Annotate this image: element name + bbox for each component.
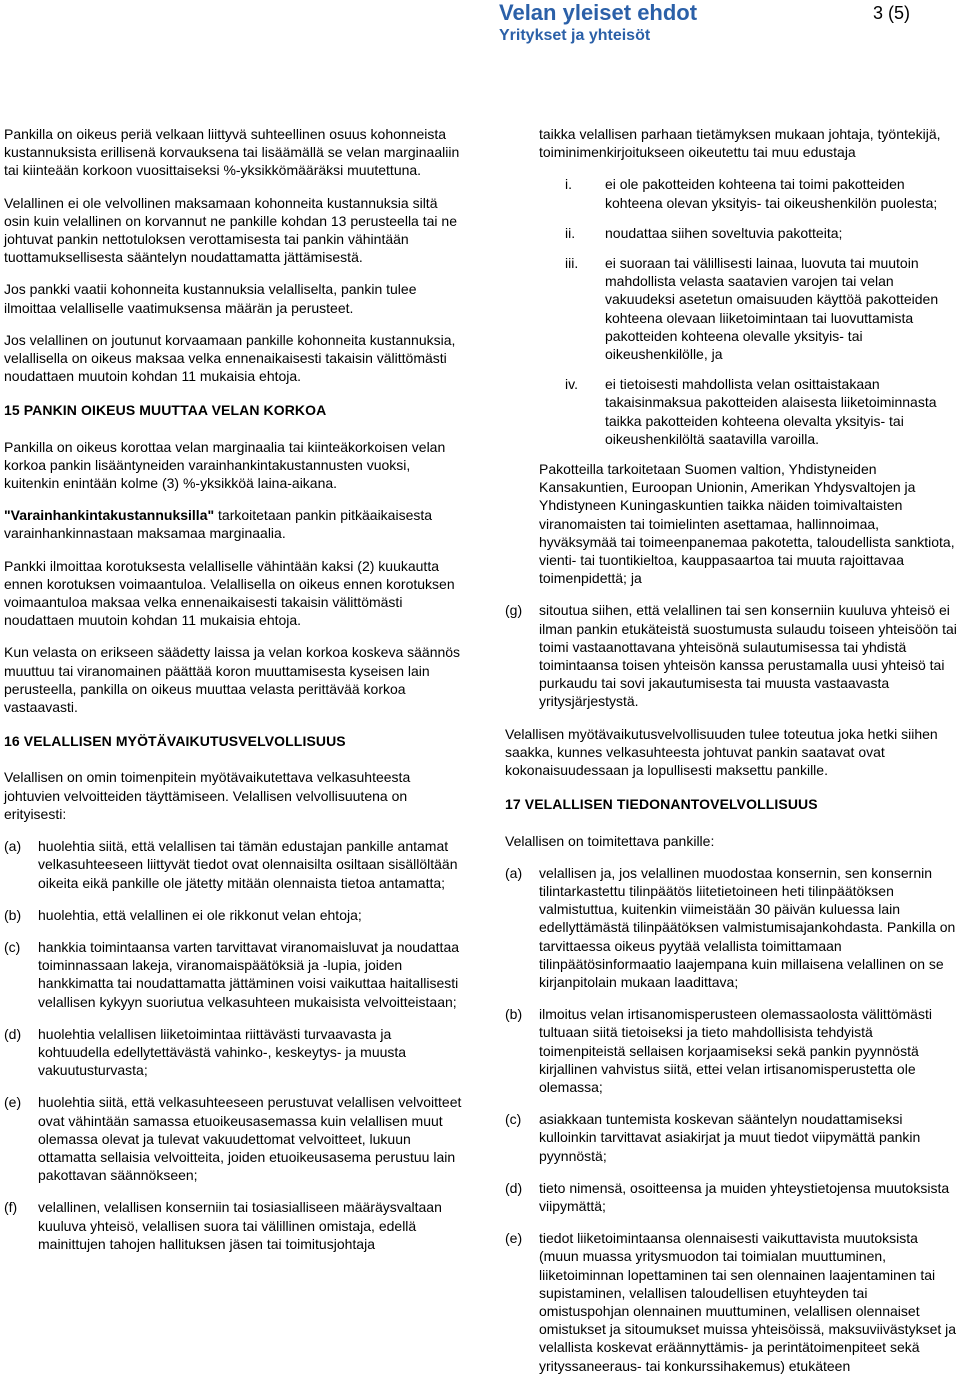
list-marker: (e) xyxy=(4,1094,22,1111)
section-heading-15: 15 PANKIN OIKEUS MUUTTAA VELAN KORKOA xyxy=(4,402,327,419)
roman-list-item xyxy=(505,224,957,242)
list-item xyxy=(4,1198,464,1253)
list-item-text: velallisen ja, jos velallinen muodostaa konsernin, sen konsernin tilintarkastettu tilinpäätös liitetietoineen heti tilinpäätöksen valmistuttua, kuitenkin viimeistään 30 päivän kuluessa lain edellyttämästä tilinpäätöksen valmistumisajankohdasta. Pankilla on tarvittaessa oikeus pyytää velallista toimittamaan tilinpäätösinformaatio laajempana kuin millaisena velallinen on se kirjanpitolain mukaan laadittava; xyxy=(539,864,956,990)
list-marker: (g) xyxy=(505,602,523,619)
list-item-text: noudattaa siihen soveltuvia pakotteita; xyxy=(605,224,843,241)
paragraph: Pankilla on oikeus korottaa velan marginaalia tai kiinteäkorkoisen velan korkoa pankin lisääntyneiden varainhankintakustannusten vuoksi, kuitenkin enintään kolme (3) %-yksikköä laina-aikana. xyxy=(4,438,446,492)
list-item xyxy=(505,601,957,710)
list-item xyxy=(505,1005,957,1096)
paragraph xyxy=(4,506,464,542)
list-item-text: tieto nimensä, osoitteensa ja muiden yhteystietojensa muutoksista viipymättä; xyxy=(539,1179,950,1214)
paragraph: Pankki ilmoittaa korotuksesta velalliselle vähintään kaksi (2) kuukautta ennen korotuksen voimaantuloa. Velallisella on oikeus ennen korotuksen voimaantuloa maksaa velka ennenaikaisesti takaisin välittömästi noudattaen muutoin kohdan 11 mukaisia ehtoja. xyxy=(4,557,455,629)
list-item xyxy=(4,1093,464,1184)
list-item xyxy=(4,938,464,1011)
paragraph: Velallisen on omin toimenpitein myötävaikutettava velkasuhteesta johtuvien velvoitteiden täyttämiseen. Velallisen velvollisuutena on erityisesti: xyxy=(4,769,411,822)
list-item xyxy=(505,1179,957,1215)
page-number: 3 (5) xyxy=(872,3,910,23)
roman-list-item xyxy=(505,254,957,363)
section-heading-16: 16 VELALLISEN MYÖTÄVAIKUTUSVELVOLLISUUS xyxy=(4,733,346,750)
list-item-text: asiakkaan tuntemista koskevan sääntelyn noudattamiseksi kulloinkin tarvittavat asiakirjat ja muut tiedot viipymättä pankin pyynnöstä; xyxy=(539,1111,921,1164)
roman-list-item xyxy=(505,175,957,211)
paragraph: Kun velasta on erikseen säädetty laissa ja velan korkoa koskeva säännös muuttuu tai viranomainen päättää koron muuttamisesta kyseisen lain perusteella, pankilla on oikeus muuttaa velasta perittävää korkoa vastaavasti. xyxy=(4,644,461,716)
list-item-text: ilmoitus velan irtisanomisperusteen olemassaolosta välittömästi tultuaan siitä tietoiseksi ja tieto mahdollisista tehdyistä toimenpiteistä sellaisen korjaamiseksi sekä pankin pyynnöstä kirjallinen vahvistus siitä, ettei velan irtisanomisperustetta ole olemassa; xyxy=(539,1006,932,1095)
list-item-text: ei suoraan tai välillisesti lainaa, luovuta tai muutoin mahdollista velasta saatavien varojen tai velan vakuudeksi asetetun omaisuuden käyttöä pakotteiden kohteena olevaan liiketoimintaan tai luovuttamista pakotteiden kohteena olevalle yksityis- tai oikeushenkilölle, ja xyxy=(605,255,939,363)
paragraph: Velallisen on toimitettava pankille: xyxy=(505,832,715,849)
list-marker: (d) xyxy=(505,1179,523,1196)
list-item xyxy=(505,1229,957,1375)
paragraph: Pakotteilla tarkoitetaan Suomen valtion, Yhdistyneiden Kansakuntien, Euroopan Unionin, Amerikan Yhdysvaltojen ja Yhdistyneen Kuningaskuntien taikka näiden toimivaltaisten viranomaisten tai toimielinten asettamaa, hallinnoimaa, hyväksymää tai toimeenpanemaa pakotetta, taloudellista sanktiota, vienti- tai tuontikieltoa, kauppasaartoa tai muuta rajoittavaa toimenpidettä; ja xyxy=(539,461,955,587)
right-column xyxy=(505,125,957,1389)
paragraph: Jos pankki vaatii kohonneita kustannuksia velalliselta, pankin tulee ilmoittaa velalliselle vaatimuksensa määrän ja perusteet. xyxy=(4,281,417,316)
list-item-text: sitoutua siihen, että velallinen tai sen konserniin kuuluva yhteisö ei ilman pankin etukäteistä suostumusta sulaudu toiseen yhteisöön tai toimi vastaanottavana yhteisönä sulautumisessa tai yhdistä toimintaansa toisen yhteisön kanssa perustamalla uusi yhteisö tai purkaudu tai sovi jakautumisesta tai muusta vastaavasta yritysjärjestystä. xyxy=(539,602,957,710)
list-marker: (a) xyxy=(505,864,523,881)
defined-term: "Varainhankintakustannuksilla" xyxy=(4,507,215,524)
list-marker: i. xyxy=(565,176,572,193)
list-item-text: huolehtia siitä, että velkasuhteeseen perustuvat velallisen velvoitteet ovat vähintään samassa etuoikeusasemassa kuin velallisen muut olemassa olevat ja tulevat vakuudettomat velvoitteet, lukuun ottamatta sellaisia velvoitteita, joiden etuoikeusasema perustuu lain pakottavan säännökseen; xyxy=(38,1094,462,1184)
paragraph: Jos velallinen on joutunut korvaamaan pankille kohonneita kustannuksia, velallisella on oikeus maksaa velka ennenaikaisesti takaisin välittömästi noudattaen muutoin kohdan 11 mukaisia ehtoja. xyxy=(4,331,456,385)
list-item-text: huolehtia velallisen liiketoimintaa riittävästi turvaavasta ja kohtuudella edellytettävästä vahinko-, keskeytys- ja muusta vakuutusturvasta; xyxy=(38,1025,407,1079)
list-item-text: ei ole pakotteiden kohteena tai toimi pakotteiden kohteena olevan yksityis- tai oikeushenkilön puolesta; xyxy=(605,176,938,211)
definition-text: tarkoitetaan pankin pitkäaikaisesta varainhankinnastaan maksamaa marginaalia. xyxy=(4,507,433,542)
list-marker: (c) xyxy=(505,1111,522,1128)
list-marker: iii. xyxy=(565,255,579,272)
list-item xyxy=(4,837,464,892)
list-item xyxy=(4,1025,464,1080)
list-item-text: velallinen, velallisen konserniin tai tosiasialliseen määräysvaltaan kuuluva yhteisö, velallisen suora tai välillinen omistaja, edellä mainittujen tahojen hallituksen jäsen tai toimitusjohtaja xyxy=(38,1199,442,1252)
list-marker: ii. xyxy=(565,224,576,241)
paragraph: Velallisen myötävaikutusvelvollisuuden tulee toteutua joka hetki siihen saakka, kunnes velkasuhteesta johtuvat pankin saatavat ovat kokonaisuudessaan ja lopullisesti maksettu pankille. xyxy=(505,725,938,779)
document-title: Velan yleiset ehdot xyxy=(499,0,698,25)
page-header xyxy=(0,0,960,50)
list-marker: (c) xyxy=(4,938,21,955)
list-marker: (f) xyxy=(4,1199,18,1216)
list-marker: (e) xyxy=(505,1230,523,1247)
paragraph: Velallinen ei ole velvollinen maksamaan kohonneita kustannuksia siltä osin kuin velallinen on korvannut ne pankille kohdan 13 perusteella tai ne johtuvat pankin nettotuloksen verottamisesta tai pankin vähintään tuottamuksellisesta sääntelyn noudattamatta jättämisestä. xyxy=(4,194,457,266)
roman-list-item xyxy=(505,375,957,448)
list-item xyxy=(505,864,957,991)
list-item xyxy=(4,906,464,924)
list-marker: (a) xyxy=(4,838,22,855)
list-item-text: ei tietoisesti mahdollista velan osittaistakaan takaisinmaksua pakotteiden alaisesta liiketoiminnasta taikka pakotteiden kohteena olevalta yksityis- tai oikeushenkilöltä saatavilla varoilla. xyxy=(605,376,937,447)
section-heading-17: 17 VELALLISEN TIEDONANTOVELVOLLISUUS xyxy=(505,796,818,813)
list-item-text: tiedot liiketoimintaansa olennaisesti vaikuttavista muutoksista (muun muassa yritysmuodon tai toimialan muuttuminen, liiketoiminnan lopettaminen tai sen olennainen laajentaminen tai supistaminen, velallisen taloudellisen etuyhteyden tai omistuspohjan olennainen muuttuminen, velallisen olennaiset omistukset ja sitoumukset muissa yhteisöissä, maksuviivästykset ja velallista koskevat eräännyttämis- ja perintätoimenpiteet sekä yrityssaneeraus- tai konkurssihakemus) etukäteen xyxy=(539,1230,957,1374)
list-marker: iv. xyxy=(565,376,578,393)
list-item-text: huolehtia siitä, että velallisen tai tämän edustajan pankille antamat velkasuhteeseen liittyvät tiedot ovat olennaisilta osiltaan sisällöltään oikeita eikä pankille ole jätetty mitään olennaista tietoa antamatta; xyxy=(38,838,458,891)
list-item xyxy=(505,1110,957,1165)
document-subtitle: Yritykset ja yhteisöt xyxy=(499,27,651,44)
paragraph: taikka velallisen parhaan tietämyksen mukaan johtaja, työntekijä, toiminimenkirjoitukseen oikeutettu tai muu edustaja xyxy=(539,126,941,161)
list-item-text: huolehtia, että velallinen ei ole rikkonut velan ehtoja; xyxy=(38,906,362,923)
list-item-text: hankkia toimintaansa varten tarvittavat viranomaisluvat ja noudattaa toiminnassaan lakeja, viranomaispäätöksiä ja -lupia, joiden hankkimatta tai noudattamatta jättäminen voisi vaikuttaa haitallisesti velallisen kykyyn suoriutua velkasuhteen mukaisista velvoitteistaan; xyxy=(38,938,460,1010)
left-column xyxy=(4,125,464,1267)
paragraph: Pankilla on oikeus periä velkaan liittyvä suhteellinen osuus kohonneista kustannuksista erillisenä korvauksena tai lisäämällä se velan marginaaliin tai kiinteään korkoon vuosittaiseksi %-yksikkömääräksi muutettuna. xyxy=(4,126,460,179)
list-marker: (b) xyxy=(4,906,22,923)
list-marker: (b) xyxy=(505,1006,523,1023)
list-marker: (d) xyxy=(4,1025,22,1042)
